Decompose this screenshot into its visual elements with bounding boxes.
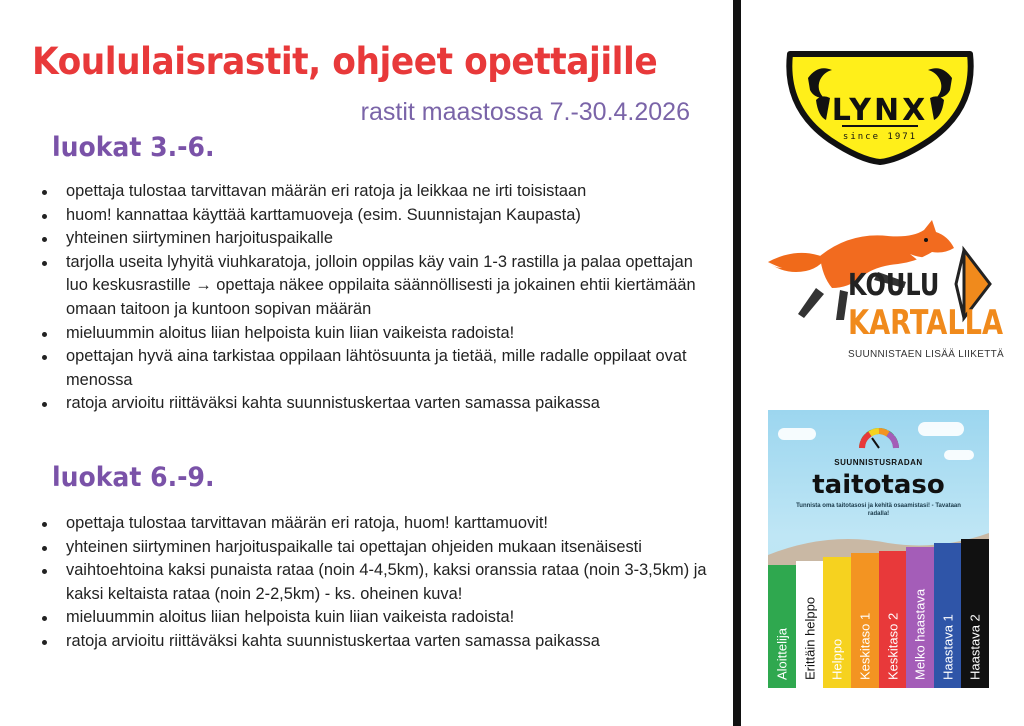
page-subtitle: rastit maastossa 7.-30.4.2026 xyxy=(360,98,690,126)
skill-level-label: Melko haastava xyxy=(912,588,928,680)
list-item: yhteinen siirtyminen harjoituspaikalle xyxy=(38,227,718,251)
skill-level-bar xyxy=(879,551,907,688)
poster-title: taitotaso xyxy=(812,470,945,500)
section-heading-grades-6-9: luokat 6.-9. xyxy=(52,462,215,493)
lynx-logo-name: LYNX xyxy=(831,93,929,128)
skill-level-label: Erittäin helppo xyxy=(802,596,818,680)
skill-level-bars xyxy=(768,537,989,688)
skill-level-bar xyxy=(768,565,796,688)
vertical-divider xyxy=(733,0,741,726)
skill-level-label: Helppo xyxy=(829,638,845,680)
skill-level-poster xyxy=(768,410,989,688)
lynx-logo-since: since 1971 xyxy=(842,132,918,142)
list-item: ratoja arvioitu riittäväksi kahta suunnistuskertaa varten samassa paikassa xyxy=(38,630,718,654)
skill-level-bar xyxy=(851,553,879,688)
list-item: opettaja tulostaa tarvittavan määrän eri ratoja, huom! karttamuovit! xyxy=(38,512,718,536)
koulu-kartalla-line2: KARTALLA xyxy=(848,303,1004,343)
skill-level-label: Keskitaso 2 xyxy=(885,612,901,680)
list-item: mieluummin aloitus liian helpoista kuin liian vaikeista radoista! xyxy=(38,322,718,346)
instruction-list-grades-3-6 xyxy=(38,180,718,416)
skill-level-bar xyxy=(906,547,934,688)
list-item: tarjolla useita lyhyitä viuhkaratoja, jolloin oppilas käy vain 1-3 rastilla ja palaa opettajan luo keskusrastille → opettaja näkee oppilaita säännöllisesti ja jokainen ehtii kiertämään omaan taitoon ja kuntoon sopivan määrän xyxy=(38,251,718,322)
skill-level-label: Keskitaso 1 xyxy=(857,612,873,680)
list-item: huom! kannattaa käyttää karttamuoveja (esim. Suunnistajan Kaupasta) xyxy=(38,204,718,228)
skill-level-bar xyxy=(961,539,989,688)
list-item: vaihtoehtoina kaksi punaista rataa (noin 4-4,5km), kaksi oranssia rataa (noin 3-3,5km) ja kaksi keltaista rataa (noin 2-2,5km) - ks. oheinen kuva! xyxy=(38,559,718,606)
skill-level-bar xyxy=(934,543,962,688)
list-item: ratoja arvioitu riittäväksi kahta suunnistuskertaa varten samassa paikassa xyxy=(38,392,718,416)
lynx-club-logo xyxy=(780,48,980,166)
section-heading-grades-3-6: luokat 3.-6. xyxy=(52,132,215,163)
list-item: yhteinen siirtyminen harjoituspaikalle tai opettajan ohjeiden mukaan itsenäisesti xyxy=(38,536,718,560)
skill-level-label: Haastava 2 xyxy=(967,614,983,680)
skill-level-bar xyxy=(823,557,851,688)
poster-top-label: SUUNNISTUSRADAN xyxy=(834,458,923,467)
list-item: opettaja tulostaa tarvittavan määrän eri ratoja ja leikkaa ne irti toisistaan xyxy=(38,180,718,204)
instruction-list-grades-6-9 xyxy=(38,512,718,654)
skill-level-bar xyxy=(796,561,824,688)
page-title: Koululaisrastit, ohjeet opettajille xyxy=(32,40,658,83)
list-item: opettajan hyvä aina tarkistaa oppilaan lähtösuunta ja tietää, mille radalle oppilaat ovat menossa xyxy=(38,345,718,392)
skill-level-label: Haastava 1 xyxy=(940,614,956,680)
poster-description: Tunnista oma taitotasosi ja kehitä osaamistasi! - Tavataan radalla! xyxy=(796,503,961,517)
rainbow-gauge-icon xyxy=(858,424,900,450)
list-item: mieluummin aloitus liian helpoista kuin liian vaikeista radoista! xyxy=(38,606,718,630)
koulu-kartalla-line1: KOULU xyxy=(848,268,940,303)
koulu-kartalla-slogan: SUUNNISTAEN LISÄÄ LIIKETTÄ xyxy=(848,349,1004,360)
skill-level-label: Aloittelija xyxy=(774,627,790,680)
